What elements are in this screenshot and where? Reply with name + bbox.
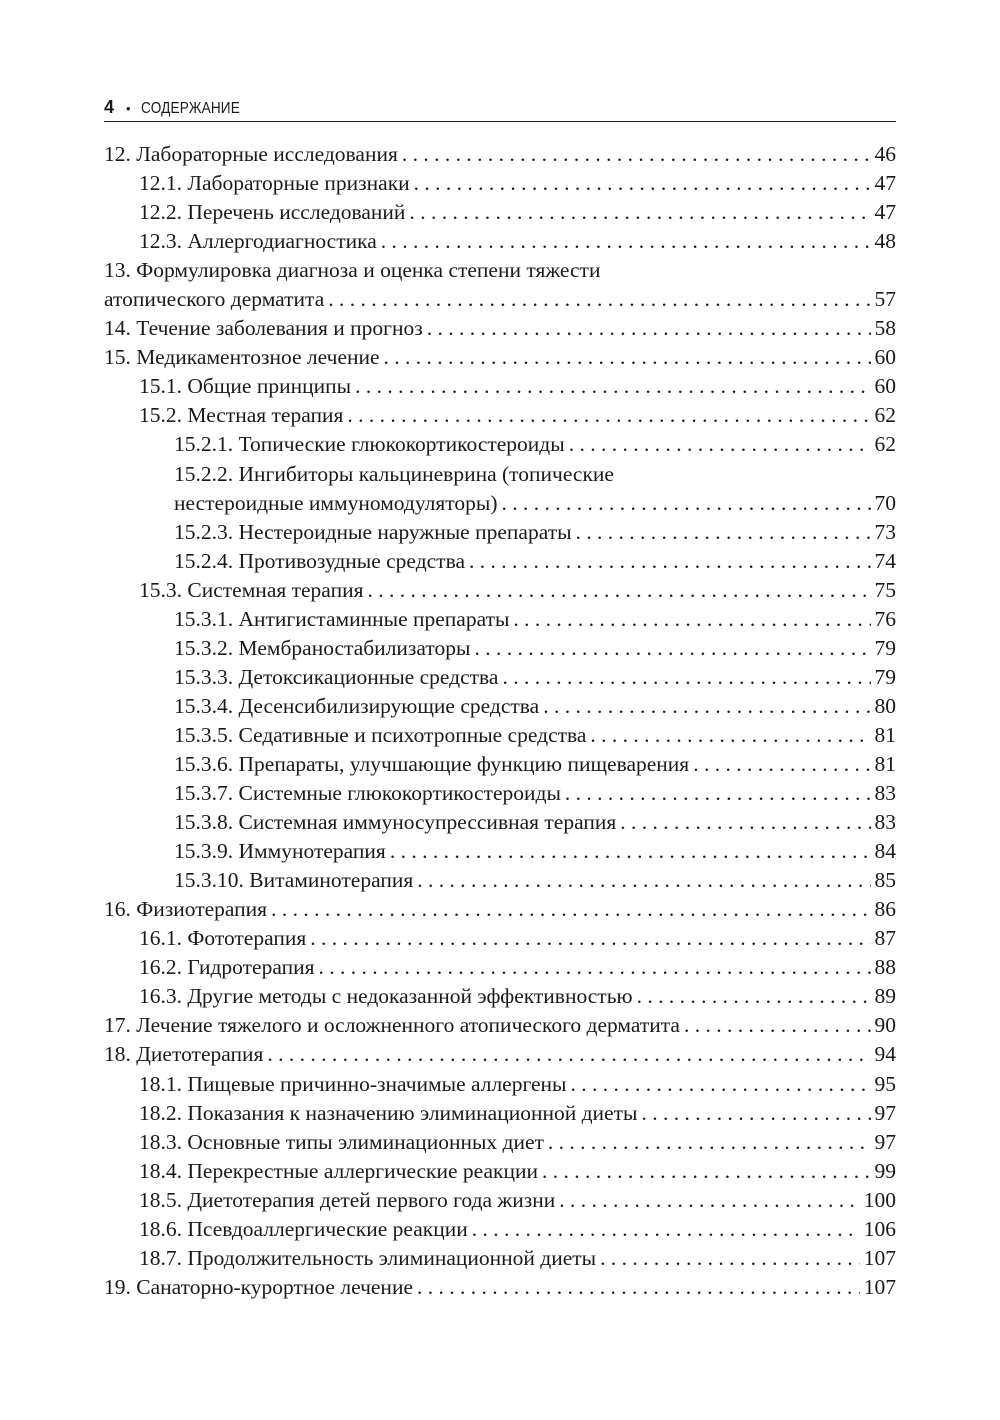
toc-entry-title: 12.1. Лабораторные признаки xyxy=(139,171,410,196)
toc-entry-page: 46 xyxy=(874,142,896,166)
toc-entry-page: 75 xyxy=(874,577,896,602)
toc-entry-page: 58 xyxy=(874,316,896,341)
toc-entry[interactable] xyxy=(104,489,896,518)
toc-entry-title: 15.3.1. Антигистаминные препараты xyxy=(174,606,510,631)
toc-entry-title: 17. Лечение тяжелого и осложненного атопического дерматита xyxy=(104,1013,680,1038)
toc-entry-title: 13. Формулировка диагноза и оценка степени тяжести xyxy=(104,258,601,283)
toc-entry-title: 15.3.2. Мембраностабилизаторы xyxy=(174,635,471,660)
toc-entry-page: 47 xyxy=(874,171,896,196)
toc-entry[interactable] xyxy=(104,1244,896,1273)
toc-entry[interactable] xyxy=(104,866,896,895)
toc-entry-page: 62 xyxy=(874,403,896,428)
toc-entry[interactable] xyxy=(104,460,896,489)
toc-entry-title: 16.2. Гидротерапия xyxy=(139,955,315,980)
page-number: 4 xyxy=(104,97,115,117)
dot-leader xyxy=(565,779,871,808)
dot-leader xyxy=(355,372,870,401)
dot-leader xyxy=(590,721,870,750)
dot-leader xyxy=(472,1215,860,1244)
toc-entry-page: 86 xyxy=(874,897,896,922)
toc-entry[interactable] xyxy=(104,430,896,459)
toc-entry[interactable] xyxy=(104,1099,896,1128)
toc-entry[interactable] xyxy=(104,1070,896,1099)
toc-entry-page: 79 xyxy=(874,635,896,660)
dot-leader xyxy=(600,1244,860,1273)
toc-entry[interactable] xyxy=(104,518,896,547)
dot-leader xyxy=(543,692,870,721)
toc-entry-title: 15.3.9. Иммунотерапия xyxy=(174,839,386,864)
dot-leader xyxy=(641,1099,870,1128)
dot-leader xyxy=(319,953,871,982)
toc-entry-page: 48 xyxy=(874,229,896,254)
toc-entry-title: нестероидные иммуномодуляторы) xyxy=(174,490,498,515)
dot-leader xyxy=(367,576,870,605)
toc-entry[interactable] xyxy=(104,576,896,605)
toc-entry-title: 16.3. Другие методы с недоказанной эффективностью xyxy=(139,984,633,1009)
toc-entry[interactable] xyxy=(104,982,896,1011)
toc-entry-page: 79 xyxy=(874,664,896,689)
toc-entry-title: 18.3. Основные типы элиминационных диет xyxy=(139,1129,544,1154)
toc-entry[interactable] xyxy=(104,692,896,721)
toc-entry-page: 106 xyxy=(863,1216,896,1241)
toc-entry-title: 15.2.3. Нестероидные наружные препараты xyxy=(174,519,572,544)
toc-entry-page: 83 xyxy=(874,810,896,835)
toc-entry[interactable] xyxy=(104,140,896,169)
dot-leader xyxy=(310,924,870,953)
toc-entry[interactable] xyxy=(104,750,896,779)
toc-entry[interactable] xyxy=(104,895,896,924)
toc-entry-title: 15.1. Общие принципы xyxy=(139,374,352,399)
toc-entry-page: 89 xyxy=(874,984,896,1009)
toc-entry-title: 16. Физиотерапия xyxy=(104,897,268,922)
dot-leader xyxy=(637,982,871,1011)
toc-entry[interactable] xyxy=(104,1186,896,1215)
toc-entry-title: 15.3.6. Препараты, улучшающие функцию пищеварения xyxy=(174,751,690,776)
toc-entry-title: 15. Медикаментозное лечение xyxy=(104,345,380,370)
toc-entry[interactable] xyxy=(104,314,896,343)
dot-leader xyxy=(328,285,870,314)
toc-entry-page: 99 xyxy=(874,1158,896,1183)
toc-entry[interactable] xyxy=(104,605,896,634)
dot-leader xyxy=(474,634,870,663)
toc-entry[interactable] xyxy=(104,779,896,808)
toc-entry-title: 15.3.7. Системные глюкокортикостероиды xyxy=(174,781,561,806)
dot-leader xyxy=(684,1011,871,1040)
toc-entry[interactable] xyxy=(104,343,896,372)
toc-entry-title: 18.7. Продолжительность элиминационной диеты xyxy=(139,1245,597,1270)
toc-entry-title: 15.3.5. Седативные и психотропные средства xyxy=(174,722,587,747)
toc-entry-title: 15.3.4. Десенсибилизирующие средства xyxy=(174,693,540,718)
toc-entry-page: 97 xyxy=(874,1129,896,1154)
toc-entry-title: 18.5. Диетотерапия детей первого года жизни xyxy=(139,1187,556,1212)
toc-entry-page: 107 xyxy=(863,1245,896,1270)
toc-entry-page: 97 xyxy=(874,1100,896,1125)
dot-leader xyxy=(402,140,871,169)
bullet-icon: • xyxy=(126,101,131,116)
dot-leader xyxy=(569,430,871,459)
toc-entry-title: 15.3.3. Детоксикационные средства xyxy=(174,664,499,689)
running-header xyxy=(104,94,896,122)
dot-leader xyxy=(513,605,870,634)
toc-entry-page: 88 xyxy=(874,955,896,980)
dot-leader xyxy=(502,489,871,518)
toc-entry-title: 15.2.4. Противозудные средства xyxy=(174,548,465,573)
dot-leader xyxy=(409,198,870,227)
toc-entry-title: 18.6. Псевдоаллергические реакции xyxy=(139,1216,468,1241)
toc-entry-page: 60 xyxy=(874,374,896,399)
toc-entry[interactable] xyxy=(104,256,896,285)
toc-entry-page: 85 xyxy=(874,868,896,893)
dot-leader xyxy=(384,343,871,372)
toc-entry-title: 12.3. Аллергодиагностика xyxy=(139,229,377,254)
toc-entry[interactable] xyxy=(104,372,896,401)
toc-entry[interactable] xyxy=(104,953,896,982)
toc-entry-title: 15.3.8. Системная иммуносупрессивная терапия xyxy=(174,810,617,835)
toc-entry-title: атопического дерматита xyxy=(104,287,325,312)
toc-entry-title: 12.2. Перечень исследований xyxy=(139,200,406,225)
toc-entry-page: 107 xyxy=(863,1274,896,1299)
toc-entry[interactable] xyxy=(104,1040,896,1069)
dot-leader xyxy=(693,750,870,779)
dot-leader xyxy=(576,518,871,547)
toc-entry-page: 47 xyxy=(874,200,896,225)
toc-entry-title: 14. Течение заболевания и прогноз xyxy=(104,316,423,341)
dot-leader xyxy=(620,808,870,837)
dot-leader xyxy=(571,1070,871,1099)
dot-leader xyxy=(390,837,871,866)
toc-entry[interactable] xyxy=(104,721,896,750)
dot-leader xyxy=(469,547,871,576)
toc-entry-title: 15.2.2. Ингибиторы кальциневрина (топические xyxy=(174,461,614,486)
toc-entry[interactable] xyxy=(104,837,896,866)
toc-entry-page: 94 xyxy=(874,1042,896,1067)
toc-entry[interactable] xyxy=(104,808,896,837)
toc-entry[interactable] xyxy=(104,1273,896,1302)
toc-entry-page: 87 xyxy=(874,926,896,951)
toc-entry-title: 18.2. Показания к назначению элиминационной диеты xyxy=(139,1100,638,1125)
toc-entry-page: 57 xyxy=(874,287,896,312)
toc-entry[interactable] xyxy=(104,634,896,663)
dot-leader xyxy=(347,401,870,430)
dot-leader xyxy=(414,169,871,198)
toc-entry-title: 19. Санаторно-курортное лечение xyxy=(104,1274,413,1299)
toc-entry-title: 12. Лабораторные исследования xyxy=(104,142,398,166)
toc-entry-page: 62 xyxy=(874,432,896,457)
dot-leader xyxy=(267,1040,870,1069)
dot-leader xyxy=(417,1273,860,1302)
toc-entry-page: 60 xyxy=(874,345,896,370)
dot-leader xyxy=(381,227,871,256)
toc-entry-page: 81 xyxy=(874,722,896,747)
dot-leader xyxy=(559,1186,859,1215)
toc-entry[interactable] xyxy=(104,924,896,953)
toc-entry[interactable] xyxy=(104,1157,896,1186)
toc-entry-page: 70 xyxy=(874,490,896,515)
toc-entry-page: 84 xyxy=(874,839,896,864)
toc-entry-page: 90 xyxy=(874,1013,896,1038)
toc-entry-title: 16.1. Фототерапия xyxy=(139,926,307,951)
toc-entry[interactable] xyxy=(104,1215,896,1244)
toc-entry-title: 18. Диетотерапия xyxy=(104,1042,264,1067)
dot-leader xyxy=(548,1128,871,1157)
toc-entry-title: 18.4. Перекрестные аллергические реакции xyxy=(139,1158,538,1183)
toc-entry[interactable] xyxy=(104,198,896,227)
table-of-contents xyxy=(104,140,896,1302)
toc-entry-page: 73 xyxy=(874,519,896,544)
toc-entry-title: 18.1. Пищевые причинно-значимые аллергены xyxy=(139,1071,567,1096)
toc-entry[interactable] xyxy=(104,1128,896,1157)
toc-entry-page: 76 xyxy=(874,606,896,631)
toc-entry-page: 95 xyxy=(874,1071,896,1096)
toc-entry-title: 15.2.1. Топические глюкокортикостероиды xyxy=(174,432,565,457)
toc-entry[interactable] xyxy=(104,227,896,256)
section-title: СОДЕРЖАНИЕ xyxy=(140,100,240,117)
dot-leader xyxy=(427,314,871,343)
dot-leader xyxy=(542,1157,871,1186)
toc-entry-title: 15.3.10. Витаминотерапия xyxy=(174,868,414,893)
toc-entry-page: 81 xyxy=(874,751,896,776)
toc-entry[interactable] xyxy=(104,663,896,692)
dot-leader xyxy=(417,866,870,895)
toc-entry-title: 15.3. Системная терапия xyxy=(139,577,364,602)
toc-entry[interactable] xyxy=(104,169,896,198)
toc-entry[interactable] xyxy=(104,1011,896,1040)
toc-entry-page: 83 xyxy=(874,781,896,806)
toc-entry-title: 15.2. Местная терапия xyxy=(139,403,344,428)
dot-leader xyxy=(271,895,870,924)
dot-leader xyxy=(502,663,870,692)
toc-entry-page: 74 xyxy=(874,548,896,573)
toc-entry-page: 100 xyxy=(863,1187,896,1212)
toc-entry-page: 80 xyxy=(874,693,896,718)
toc-entry[interactable] xyxy=(104,547,896,576)
toc-entry[interactable] xyxy=(104,285,896,314)
toc-entry[interactable] xyxy=(104,401,896,430)
